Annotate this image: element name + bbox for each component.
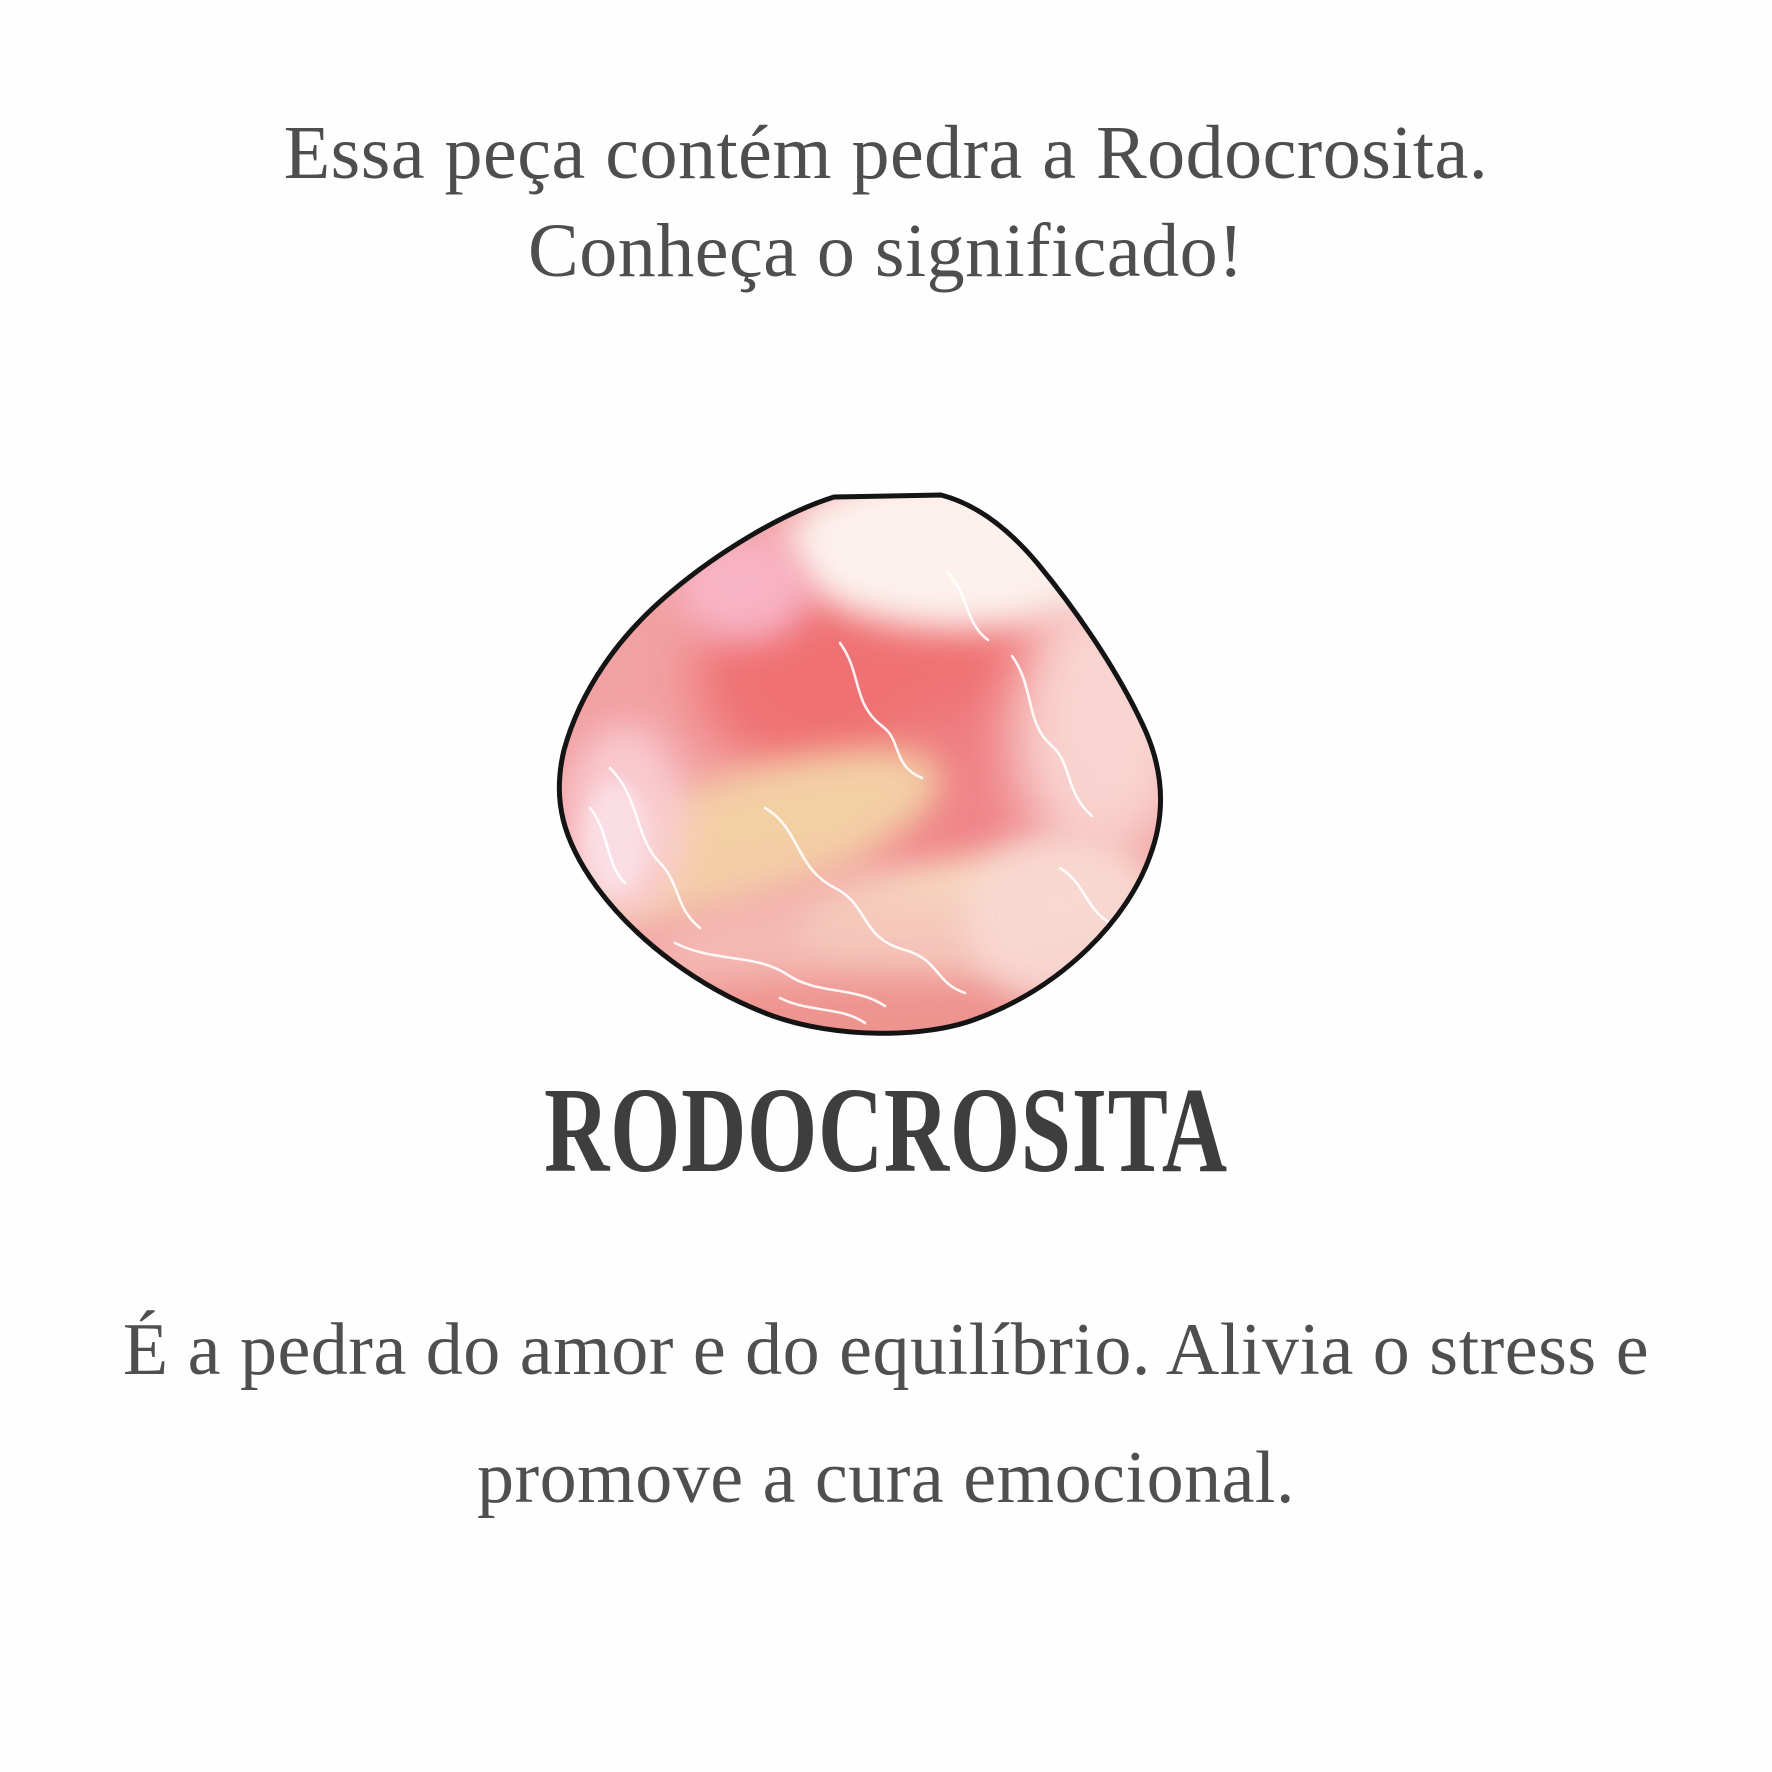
rhodochrosite-stone-illustration	[540, 478, 1170, 1043]
description-line-2: promove a cura emocional.	[477, 1437, 1295, 1519]
description-line-1: É a pedra do amor e do equilíbrio. Alivia o stress e	[122, 1309, 1650, 1391]
stone-svg	[540, 478, 1170, 1043]
upper-left-glow-region	[679, 538, 811, 642]
stone-title: RODOCROSITA	[544, 1063, 1228, 1198]
header-line-2: Conheça o significado!	[528, 209, 1244, 293]
right-lower-light-region	[966, 832, 1158, 1004]
stone-description	[0, 1286, 1772, 1542]
header-line-1: Essa peça contém pedra a Rodocrosita.	[283, 111, 1489, 195]
header-text	[0, 104, 1772, 300]
